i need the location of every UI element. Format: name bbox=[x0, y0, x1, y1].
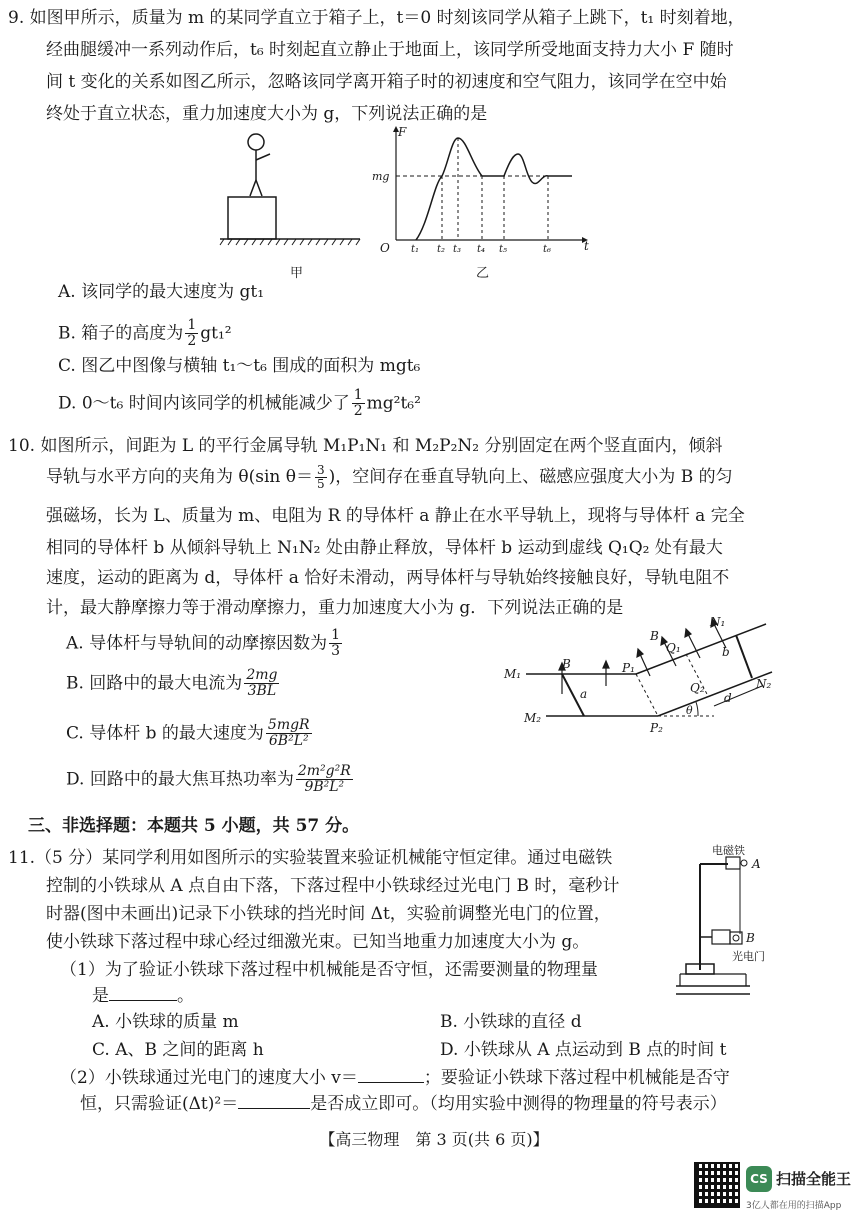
label-photogate: 光电门 bbox=[732, 950, 765, 963]
page-footer: 【高三物理 第 3 页(共 6 页)】 bbox=[319, 1130, 549, 1149]
q11-part1-blank-line bbox=[92, 988, 194, 1005]
label-n1: N₁ bbox=[710, 615, 726, 629]
camscanner-tagline: 3亿人都在用的扫描App bbox=[746, 1201, 842, 1211]
label-point-b: B bbox=[746, 931, 755, 945]
camscanner-name: 扫描全能王 bbox=[776, 1170, 852, 1188]
figure-yi-label: 乙 bbox=[476, 266, 490, 281]
q10-line-2-tail: )，空间存在垂直导轨向上、磁感应强度大小为 B 的匀 bbox=[328, 467, 733, 488]
q10-line-2-num: 3 bbox=[317, 463, 325, 477]
q11-part1-blank[interactable] bbox=[109, 1000, 177, 1001]
q11-part2-line-2 bbox=[80, 1096, 727, 1113]
q10-option-a bbox=[66, 628, 344, 660]
q11-line-4: 使小铁球下落过程中球心经过细激光束。已知当地重力加速度大小为 g。 bbox=[46, 932, 590, 952]
q11-part2-text-1b: ；要验证小铁球下落过程中机械能是否守 bbox=[423, 1068, 730, 1088]
q9-option-d-num: 1 bbox=[353, 387, 363, 403]
q9-option-b-tail: gt₁² bbox=[200, 323, 232, 344]
q10-option-b bbox=[66, 668, 281, 700]
label-p2: P₂ bbox=[650, 721, 663, 735]
q10-line-3: 强磁场，长为 L、质量为 m、电阻为 R 的导体杆 a 静止在水平导轨上，现将与导体杆 a 完全 bbox=[46, 506, 745, 526]
q10-rail-figure bbox=[500, 616, 780, 746]
figure-yi-graph bbox=[372, 124, 592, 264]
q9-option-b-num: 1 bbox=[187, 317, 197, 333]
qr-code-icon bbox=[694, 1162, 740, 1208]
label-q1: Q₁ bbox=[666, 641, 681, 655]
camscanner-logo: CS bbox=[746, 1166, 772, 1192]
q10-line-2 bbox=[46, 464, 733, 491]
label-b-2: B bbox=[650, 629, 659, 643]
label-theta: θ bbox=[686, 704, 693, 717]
q10-option-c-num: 5mgR bbox=[267, 717, 310, 733]
q11-apparatus-figure bbox=[676, 844, 776, 1004]
q9-line-1: 9. 如图甲所示，质量为 m 的某同学直立于箱子上，t＝0 时刻该同学从箱子上跳下，t₁ 时刻着地， bbox=[8, 8, 745, 28]
section-3-heading: 三、非选择题：本题共 5 小题，共 57 分。 bbox=[28, 816, 360, 836]
q10-line-6: 计，最大静摩擦力等于滑动摩擦力，重力加速度大小为 g．下列说法正确的是 bbox=[46, 598, 624, 618]
q11-part2-text-2b: 是否成立即可。（均用实验中测得的物理量的符号表示） bbox=[310, 1094, 727, 1114]
q11-part1-end: 。 bbox=[177, 986, 194, 1006]
graph-y-axis-label: F bbox=[398, 125, 407, 139]
q10-option-d-text: D. 回路中的最大焦耳热功率为 bbox=[66, 769, 294, 790]
graph-origin-label: O bbox=[380, 241, 390, 255]
q9-option-b-text: B. 箱子的高度为 bbox=[58, 323, 184, 344]
graph-tick-t3: t₃ bbox=[453, 244, 462, 255]
figure-jia-label: 甲 bbox=[290, 266, 304, 281]
q10-option-c bbox=[66, 718, 314, 750]
q11-part2-blank-dt[interactable] bbox=[238, 1108, 310, 1109]
q9-option-b bbox=[58, 318, 232, 350]
q10-option-d-num: 2m²g²R bbox=[297, 763, 351, 779]
graph-tick-t5: t₅ bbox=[499, 244, 508, 255]
q10-option-c-den: 6B²L² bbox=[268, 733, 309, 750]
q11-part2-text-2: 恒，只需验证(Δt)²＝ bbox=[80, 1094, 239, 1114]
q10-line-2-den: 5 bbox=[317, 477, 325, 492]
scanner-watermark bbox=[694, 1162, 854, 1218]
q9-option-d bbox=[58, 388, 421, 420]
graph-mg-label: mg bbox=[372, 170, 390, 183]
q9-option-a: A. 该同学的最大速度为 gt₁ bbox=[58, 282, 265, 302]
q9-option-d-text: D. 0～t₆ 时间内该同学的机械能减少了 bbox=[58, 393, 350, 414]
q10-line-1: 10. 如图所示，间距为 L 的平行金属导轨 M₁P₁N₁ 和 M₂P₂N₂ 分别固定在两个竖直面内，倾斜 bbox=[8, 436, 723, 456]
q11-option-a: A. 小铁球的质量 m bbox=[92, 1012, 239, 1032]
q10-option-d bbox=[66, 764, 355, 796]
q10-line-2-text: 导轨与水平方向的夹角为 θ(sin θ＝ bbox=[46, 467, 314, 488]
q11-line-2: 控制的小铁球从 A 点自由下落，下落过程中小铁球经过光电门 B 时，毫秒计 bbox=[46, 876, 620, 896]
q9-line-3: 间 t 变化的关系如图乙所示，忽略该同学离开箱子时的初速度和空气阻力，该同学在空中始 bbox=[46, 72, 727, 92]
q9-option-b-den: 2 bbox=[187, 333, 197, 350]
q9-option-d-tail: mg²t₆² bbox=[366, 393, 421, 414]
label-point-a: A bbox=[752, 857, 761, 871]
graph-tick-t6: t₆ bbox=[543, 244, 552, 255]
q10-line-5: 速度，运动的距离为 d，导体杆 a 恰好未滑动，两导体杆与导轨始终接触良好，导轨电阻不 bbox=[46, 568, 730, 588]
q9-option-d-den: 2 bbox=[353, 403, 363, 420]
q11-option-c: C. A、B 之间的距离 h bbox=[92, 1040, 264, 1060]
q10-option-b-num: 2mg bbox=[246, 667, 278, 683]
q10-option-b-text: B. 回路中的最大电流为 bbox=[66, 673, 243, 694]
figure-jia bbox=[220, 130, 360, 270]
q10-option-d-den: 9B²L² bbox=[304, 779, 345, 796]
q10-option-a-num: 1 bbox=[331, 627, 341, 643]
label-p1: P₁ bbox=[622, 661, 635, 675]
label-b: b bbox=[722, 645, 730, 659]
label-m1: M₁ bbox=[504, 667, 522, 681]
q11-option-b: B. 小铁球的直径 d bbox=[440, 1012, 582, 1032]
q11-line-3: 时器(图中未画出)记录下小铁球的挡光时间 Δt，实验前调整光电门的位置， bbox=[46, 904, 611, 924]
q10-option-a-den: 3 bbox=[331, 643, 341, 660]
q9-line-2: 经曲腿缓冲一系列动作后，t₆ 时刻起直立静止于地面上，该同学所受地面支持力大小 F 随时 bbox=[46, 40, 734, 60]
label-m2: M₂ bbox=[524, 711, 542, 725]
q9-option-c: C. 图乙中图像与横轴 t₁～t₆ 围成的面积为 mgt₆ bbox=[58, 356, 421, 376]
q11-part2-blank-v[interactable] bbox=[358, 1082, 424, 1083]
label-electromagnet: 电磁铁 bbox=[712, 844, 745, 857]
q11-part1-shi: 是 bbox=[92, 986, 109, 1006]
q9-line-4: 终处于直立状态，重力加速度大小为 g，下列说法正确的是 bbox=[46, 104, 488, 124]
q10-option-a-text: A. 导体杆与导轨间的动摩擦因数为 bbox=[66, 633, 328, 654]
q11-part2-line-1 bbox=[60, 1070, 730, 1087]
graph-tick-t4: t₄ bbox=[477, 244, 486, 255]
q10-option-b-den: 3BL bbox=[247, 683, 277, 700]
q11-part1-line: （1）为了验证小铁球下落过程中机械能是否守恒，还需要测量的物理量 bbox=[60, 960, 598, 980]
label-d: d bbox=[724, 691, 732, 705]
label-n2: N₂ bbox=[756, 677, 772, 691]
q11-option-d: D. 小铁球从 A 点运动到 B 点的时间 t bbox=[440, 1040, 727, 1060]
label-a: a bbox=[580, 687, 588, 701]
label-b-1: B bbox=[562, 657, 571, 671]
q10-option-c-text: C. 导体杆 b 的最大速度为 bbox=[66, 723, 264, 744]
q11-part2-text-1: （2）小铁球通过光电门的速度大小 v＝ bbox=[60, 1068, 358, 1088]
label-q2: Q₂ bbox=[690, 681, 705, 695]
q10-line-4: 相同的导体杆 b 从倾斜导轨上 N₁N₂ 处由静止释放，导体杆 b 运动到虚线 Q₁Q₂ 处有最大 bbox=[46, 538, 723, 558]
graph-tick-t2: t₂ bbox=[437, 244, 446, 255]
q11-line-1: 11.（5 分）某同学利用如图所示的实验装置来验证机械能守恒定律。通过电磁铁 bbox=[8, 848, 613, 868]
graph-tick-t1: t₁ bbox=[411, 244, 420, 255]
graph-x-axis-label: t bbox=[584, 239, 589, 253]
